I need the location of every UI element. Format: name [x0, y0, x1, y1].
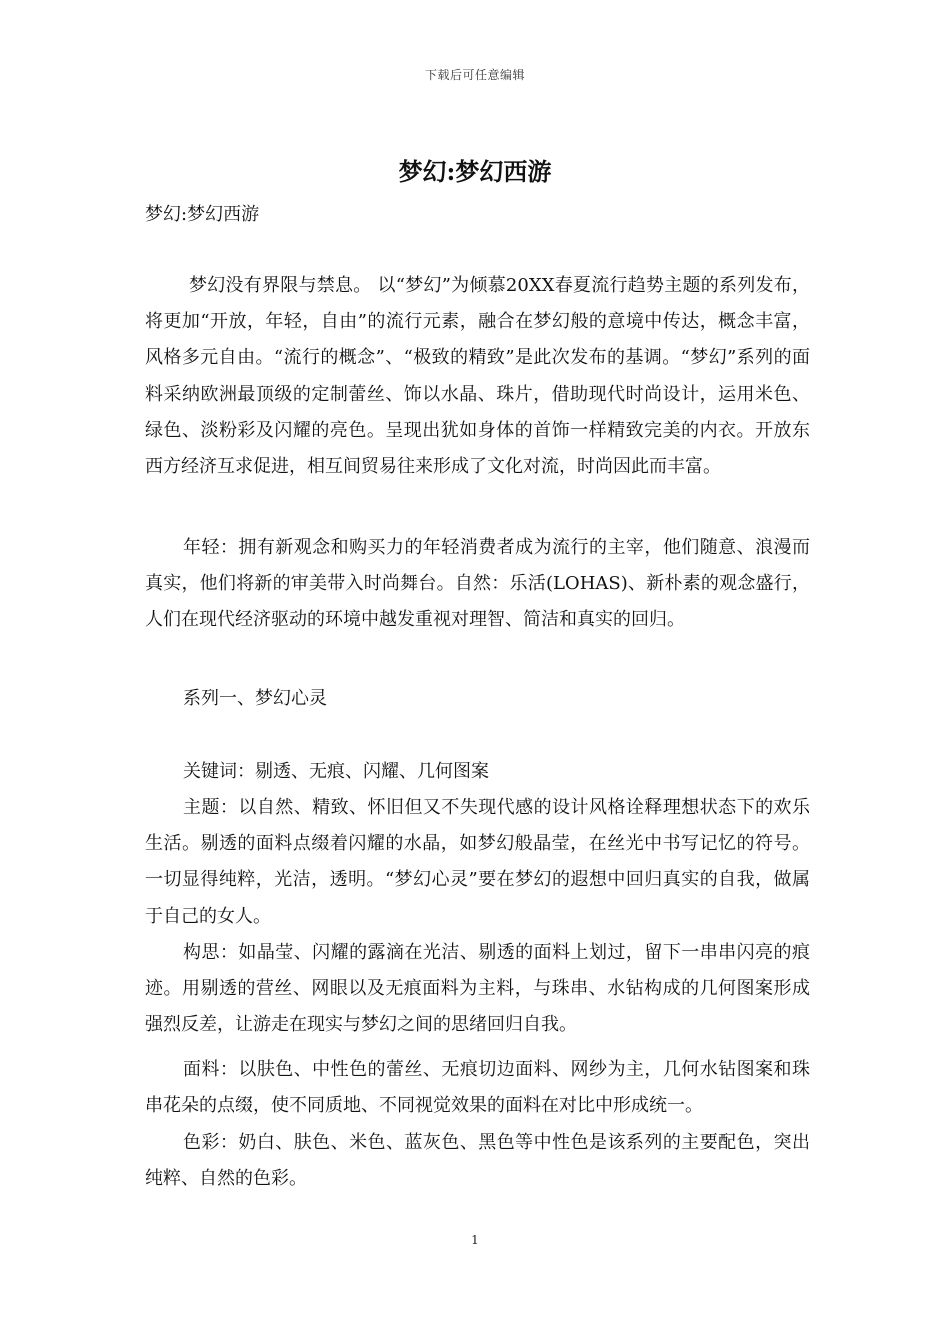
header-note: 下载后可任意编辑: [424, 68, 525, 82]
series-heading: 系列一、梦幻心灵: [183, 688, 327, 709]
paragraph-young: 年轻：拥有新观念和购买力的年轻消费者成为流行的主宰，他们随意、浪漫而真实，他们将新的审美带入时尚舞台。自然：乐活(LOHAS)、新朴素的观念盛行，人们在现代经济驱动的环境中越发重视对理智、简洁和真实的回归。: [145, 537, 810, 631]
document-title: 梦幻:梦幻西游: [398, 157, 552, 186]
page-number: 1: [471, 1233, 479, 1247]
paragraph-color: 色彩：奶白、肤色、米色、蓝灰色、黑色等中性色是该系列的主要配色，突出纯粹、自然的色彩。: [145, 1132, 810, 1190]
paragraph-keywords: 关键词：剔透、无痕、闪耀、几何图案: [183, 761, 489, 782]
paragraph-concept: 构思：如晶莹、闪耀的露滴在光洁、剔透的面料上划过，留下一串串闪亮的痕迹。用剔透的营丝、网眼以及无痕面料为主料，与珠串、水钻构成的几何图案形成强烈反差，让游走在现实与梦幻之间的思绪回归自我。: [145, 942, 810, 1036]
document-subtitle: 梦幻:梦幻西游: [145, 204, 260, 225]
paragraph-theme: 主题：以自然、精致、怀旧但又不失现代感的设计风格诠释理想状态下的欢乐生活。剔透的面料点缀着闪耀的水晶，如梦幻般晶莹，在丝光中书写记忆的符号。一切显得纯粹，光洁，透明。“梦幻心灵”要在梦幻的遐想中回归真实的自我，做属于自己的女人。: [145, 797, 810, 927]
paragraph-fabric: 面料：以肤色、中性色的蕾丝、无痕切边面料、网纱为主，几何水钻图案和珠串花朵的点缀，使不同质地、不同视觉效果的面料在对比中形成统一。: [145, 1059, 810, 1117]
paragraph-intro: 梦幻没有界限与禁息。 以“梦幻”为倾慕20XX春夏流行趋势主题的系列发布，将更加“开放，年轻，自由”的流行元素，融合在梦幻般的意境中传达，概念丰富，风格多元自由。“流行的概念”、“极致的精致”是此次发布的基调。“梦幻”系列的面料采纳欧洲最顶级的定制蕾丝、饰以水晶、珠片，借助现代时尚设计，运用米色、绿色、淡粉彩及闪耀的亮色。呈现出犹如身体的首饰一样精致完美的内衣。开放东西方经济互求促进，相互间贸易往来形成了文化对流，时尚因此而丰富。: [145, 275, 810, 478]
